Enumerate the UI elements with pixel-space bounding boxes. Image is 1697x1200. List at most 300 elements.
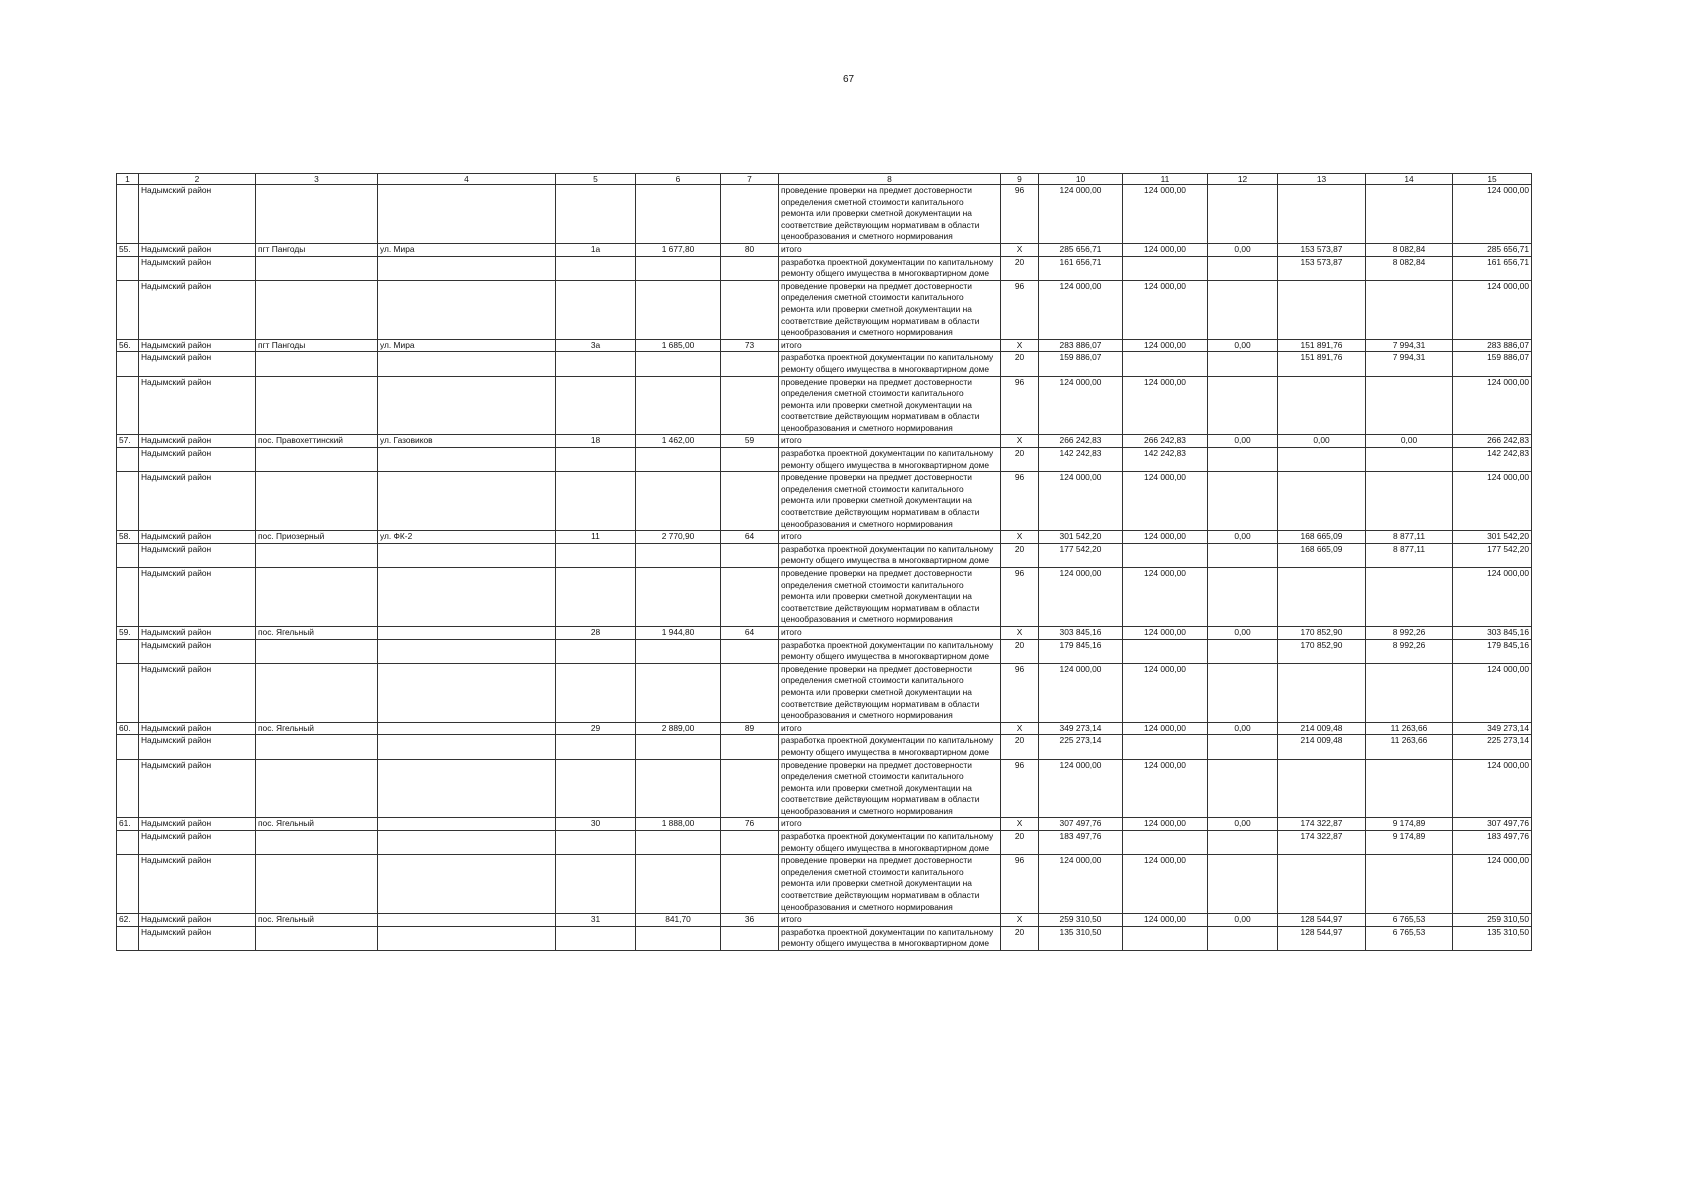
cell-cost-11: 124 000,00 bbox=[1123, 376, 1208, 435]
cell-cost-13: 174 322,87 bbox=[1278, 831, 1366, 855]
cell-cost-13: 214 009,48 bbox=[1278, 722, 1366, 735]
cell-district: Надымский район bbox=[139, 280, 256, 339]
cell-code: 20 bbox=[1001, 831, 1039, 855]
cell-cost-15: 124 000,00 bbox=[1453, 855, 1532, 914]
cell-cost-11: 124 000,00 bbox=[1123, 914, 1208, 927]
cell-cost-15: 124 000,00 bbox=[1453, 472, 1532, 531]
cell-house-number bbox=[556, 663, 636, 722]
cell-street bbox=[378, 185, 556, 244]
cell-cost-14 bbox=[1366, 472, 1453, 531]
cell-locality: пгт Пангоды bbox=[256, 339, 378, 352]
cell-code: Х bbox=[1001, 339, 1039, 352]
cell-cost-11: 266 242,83 bbox=[1123, 435, 1208, 448]
cell-total-cost: 183 497,76 bbox=[1039, 831, 1123, 855]
cell-house-number bbox=[556, 855, 636, 914]
cell-cost-15: 124 000,00 bbox=[1453, 568, 1532, 627]
cell-cost-13: 153 573,87 bbox=[1278, 243, 1366, 256]
cell-total-cost: 142 242,83 bbox=[1039, 448, 1123, 472]
cell-cost-14 bbox=[1366, 448, 1453, 472]
cell-locality bbox=[256, 256, 378, 280]
cell-street: ул. Мира bbox=[378, 339, 556, 352]
cell-apartments bbox=[721, 735, 779, 759]
cell-apartments: 59 bbox=[721, 435, 779, 448]
table-row bbox=[117, 818, 1532, 831]
cell-district: Надымский район bbox=[139, 831, 256, 855]
cell-cost-14 bbox=[1366, 663, 1453, 722]
cell-cost-14: 11 263,66 bbox=[1366, 735, 1453, 759]
cell-work-type: итого bbox=[779, 339, 1001, 352]
cell-cost-12 bbox=[1208, 759, 1278, 818]
cell-item-number: 57. bbox=[117, 435, 139, 448]
cell-item-number bbox=[117, 663, 139, 722]
cell-cost-14: 8 877,11 bbox=[1366, 543, 1453, 567]
cell-house-number bbox=[556, 376, 636, 435]
cell-cost-11 bbox=[1123, 352, 1208, 376]
cell-district: Надымский район bbox=[139, 256, 256, 280]
cell-house-number bbox=[556, 448, 636, 472]
cell-cost-12 bbox=[1208, 448, 1278, 472]
cell-street bbox=[378, 256, 556, 280]
cell-cost-15: 161 656,71 bbox=[1453, 256, 1532, 280]
cell-cost-14 bbox=[1366, 568, 1453, 627]
cell-street bbox=[378, 735, 556, 759]
cell-locality bbox=[256, 352, 378, 376]
cell-cost-11 bbox=[1123, 735, 1208, 759]
cell-cost-11: 124 000,00 bbox=[1123, 818, 1208, 831]
cell-apartments bbox=[721, 376, 779, 435]
cell-code: 96 bbox=[1001, 376, 1039, 435]
cell-cost-12: 0,00 bbox=[1208, 435, 1278, 448]
cell-apartments bbox=[721, 926, 779, 950]
cell-total-cost: 135 310,50 bbox=[1039, 926, 1123, 950]
cell-code: 96 bbox=[1001, 855, 1039, 914]
cell-cost-14 bbox=[1366, 280, 1453, 339]
cell-district: Надымский район bbox=[139, 243, 256, 256]
column-number-4: 4 bbox=[378, 174, 556, 185]
column-number-15: 15 bbox=[1453, 174, 1532, 185]
column-number-8: 8 bbox=[779, 174, 1001, 185]
cell-cost-13: 168 665,09 bbox=[1278, 543, 1366, 567]
cell-cost-12 bbox=[1208, 256, 1278, 280]
cell-cost-11: 124 000,00 bbox=[1123, 243, 1208, 256]
cell-cost-15: 303 845,16 bbox=[1453, 626, 1532, 639]
cell-district: Надымский район bbox=[139, 926, 256, 950]
cell-apartments: 64 bbox=[721, 531, 779, 544]
cell-code: 96 bbox=[1001, 472, 1039, 531]
cell-district: Надымский район bbox=[139, 448, 256, 472]
cell-item-number bbox=[117, 472, 139, 531]
cell-district: Надымский район bbox=[139, 759, 256, 818]
page-number: 67 bbox=[842, 74, 855, 85]
cell-total-cost: 124 000,00 bbox=[1039, 759, 1123, 818]
cell-district: Надымский район bbox=[139, 855, 256, 914]
cell-cost-13: 153 573,87 bbox=[1278, 256, 1366, 280]
cell-cost-12 bbox=[1208, 543, 1278, 567]
cell-locality bbox=[256, 472, 378, 531]
cell-cost-13 bbox=[1278, 448, 1366, 472]
cell-cost-13: 214 009,48 bbox=[1278, 735, 1366, 759]
column-number-14: 14 bbox=[1366, 174, 1453, 185]
cell-cost-12 bbox=[1208, 472, 1278, 531]
table-row bbox=[117, 543, 1532, 567]
table-row bbox=[117, 626, 1532, 639]
cell-code: Х bbox=[1001, 722, 1039, 735]
cell-cost-13: 128 544,97 bbox=[1278, 926, 1366, 950]
cell-district: Надымский район bbox=[139, 185, 256, 244]
data-table bbox=[116, 173, 1532, 951]
cell-cost-15: 124 000,00 bbox=[1453, 376, 1532, 435]
cell-cost-11 bbox=[1123, 256, 1208, 280]
cell-code: Х bbox=[1001, 818, 1039, 831]
cell-item-number: 62. bbox=[117, 914, 139, 927]
cell-area: 1 677,80 bbox=[636, 243, 721, 256]
table-row bbox=[117, 376, 1532, 435]
cell-cost-14: 8 877,11 bbox=[1366, 531, 1453, 544]
cell-cost-15: 124 000,00 bbox=[1453, 663, 1532, 722]
cell-house-number: 31 bbox=[556, 914, 636, 927]
cell-cost-14: 6 765,53 bbox=[1366, 926, 1453, 950]
cell-locality bbox=[256, 926, 378, 950]
cell-house-number bbox=[556, 831, 636, 855]
cell-street bbox=[378, 818, 556, 831]
cell-house-number bbox=[556, 926, 636, 950]
cell-street: ул. Газовиков bbox=[378, 435, 556, 448]
column-number-3: 3 bbox=[256, 174, 378, 185]
cell-item-number bbox=[117, 831, 139, 855]
cell-item-number bbox=[117, 759, 139, 818]
cell-work-type: проведение проверки на предмет достоверности определения сметной стоимости капитального ремонта или проверки сметной документации на соответствие действующим нормативам в области ценообразования и сметного нормирования bbox=[779, 855, 1001, 914]
cell-cost-14 bbox=[1366, 855, 1453, 914]
cell-cost-13 bbox=[1278, 855, 1366, 914]
cell-cost-13: 128 544,97 bbox=[1278, 914, 1366, 927]
cell-area: 2 770,90 bbox=[636, 531, 721, 544]
cell-area bbox=[636, 185, 721, 244]
cell-street bbox=[378, 280, 556, 339]
cell-apartments bbox=[721, 831, 779, 855]
cell-cost-13 bbox=[1278, 759, 1366, 818]
cell-cost-15: 301 542,20 bbox=[1453, 531, 1532, 544]
cell-cost-14: 6 765,53 bbox=[1366, 914, 1453, 927]
cell-district: Надымский район bbox=[139, 543, 256, 567]
cell-street bbox=[378, 914, 556, 927]
cell-district: Надымский район bbox=[139, 818, 256, 831]
cell-district: Надымский район bbox=[139, 568, 256, 627]
cell-cost-13: 151 891,76 bbox=[1278, 339, 1366, 352]
cell-item-number bbox=[117, 376, 139, 435]
cell-cost-12 bbox=[1208, 831, 1278, 855]
column-number-2: 2 bbox=[139, 174, 256, 185]
cell-cost-11: 124 000,00 bbox=[1123, 855, 1208, 914]
cell-locality: пос. Приозерный bbox=[256, 531, 378, 544]
cell-total-cost: 266 242,83 bbox=[1039, 435, 1123, 448]
table-row bbox=[117, 568, 1532, 627]
cell-district: Надымский район bbox=[139, 639, 256, 663]
cell-cost-14: 9 174,89 bbox=[1366, 818, 1453, 831]
cell-cost-12 bbox=[1208, 352, 1278, 376]
cell-item-number bbox=[117, 185, 139, 244]
cell-cost-11 bbox=[1123, 926, 1208, 950]
cell-item-number bbox=[117, 855, 139, 914]
cell-area bbox=[636, 926, 721, 950]
cell-street bbox=[378, 543, 556, 567]
cell-code: 20 bbox=[1001, 639, 1039, 663]
cell-cost-11: 124 000,00 bbox=[1123, 339, 1208, 352]
cell-cost-12 bbox=[1208, 663, 1278, 722]
cell-work-type: итого bbox=[779, 626, 1001, 639]
cell-cost-14: 8 082,84 bbox=[1366, 256, 1453, 280]
cell-house-number bbox=[556, 280, 636, 339]
cell-work-type: проведение проверки на предмет достоверности определения сметной стоимости капитального ремонта или проверки сметной документации на соответствие действующим нормативам в области ценообразования и сметного нормирования bbox=[779, 472, 1001, 531]
table-row bbox=[117, 926, 1532, 950]
cell-cost-14: 11 263,66 bbox=[1366, 722, 1453, 735]
cell-cost-12: 0,00 bbox=[1208, 531, 1278, 544]
cell-area bbox=[636, 831, 721, 855]
cell-street bbox=[378, 663, 556, 722]
cell-area bbox=[636, 543, 721, 567]
table-row bbox=[117, 472, 1532, 531]
cell-work-type: проведение проверки на предмет достоверности определения сметной стоимости капитального ремонта или проверки сметной документации на соответствие действующим нормативам в области ценообразования и сметного нормирования bbox=[779, 185, 1001, 244]
cell-street bbox=[378, 759, 556, 818]
cell-work-type: разработка проектной документации по капитальному ремонту общего имущества в многоквартирном доме bbox=[779, 352, 1001, 376]
column-number-1: 1 bbox=[117, 174, 139, 185]
cell-apartments bbox=[721, 568, 779, 627]
cell-house-number: 3а bbox=[556, 339, 636, 352]
cell-area bbox=[636, 855, 721, 914]
cell-cost-14 bbox=[1366, 759, 1453, 818]
cell-cost-11 bbox=[1123, 639, 1208, 663]
cell-item-number bbox=[117, 568, 139, 627]
cell-apartments: 80 bbox=[721, 243, 779, 256]
cell-area: 1 944,80 bbox=[636, 626, 721, 639]
cell-item-number: 60. bbox=[117, 722, 139, 735]
cell-apartments bbox=[721, 280, 779, 339]
cell-locality bbox=[256, 735, 378, 759]
cell-cost-12 bbox=[1208, 926, 1278, 950]
cell-area bbox=[636, 735, 721, 759]
cell-code: Х bbox=[1001, 914, 1039, 927]
cell-locality bbox=[256, 759, 378, 818]
cell-code: 20 bbox=[1001, 352, 1039, 376]
cell-cost-14: 7 994,31 bbox=[1366, 352, 1453, 376]
cell-item-number: 58. bbox=[117, 531, 139, 544]
cell-area bbox=[636, 280, 721, 339]
cell-cost-11 bbox=[1123, 543, 1208, 567]
cell-work-type: проведение проверки на предмет достоверности определения сметной стоимости капитального ремонта или проверки сметной документации на соответствие действующим нормативам в области ценообразования и сметного нормирования bbox=[779, 663, 1001, 722]
cell-total-cost: 124 000,00 bbox=[1039, 855, 1123, 914]
cell-total-cost: 161 656,71 bbox=[1039, 256, 1123, 280]
cell-area: 2 889,00 bbox=[636, 722, 721, 735]
cell-cost-12 bbox=[1208, 376, 1278, 435]
cell-district: Надымский район bbox=[139, 435, 256, 448]
cell-street bbox=[378, 472, 556, 531]
cell-district: Надымский район bbox=[139, 626, 256, 639]
cell-apartments bbox=[721, 543, 779, 567]
cell-locality: пос. Ягельный bbox=[256, 818, 378, 831]
cell-apartments bbox=[721, 256, 779, 280]
cell-locality: пгт Пангоды bbox=[256, 243, 378, 256]
cell-code: 20 bbox=[1001, 735, 1039, 759]
table-row bbox=[117, 243, 1532, 256]
cell-apartments bbox=[721, 448, 779, 472]
cell-house-number bbox=[556, 759, 636, 818]
cell-cost-13 bbox=[1278, 376, 1366, 435]
cell-total-cost: 124 000,00 bbox=[1039, 185, 1123, 244]
cell-locality bbox=[256, 185, 378, 244]
cell-cost-12: 0,00 bbox=[1208, 722, 1278, 735]
cell-code: 96 bbox=[1001, 280, 1039, 339]
cell-work-type: проведение проверки на предмет достоверности определения сметной стоимости капитального ремонта или проверки сметной документации на соответствие действующим нормативам в области ценообразования и сметного нормирования bbox=[779, 759, 1001, 818]
cell-cost-11: 124 000,00 bbox=[1123, 472, 1208, 531]
cell-code: Х bbox=[1001, 626, 1039, 639]
column-number-11: 11 bbox=[1123, 174, 1208, 185]
table-row bbox=[117, 339, 1532, 352]
cell-cost-11: 142 242,83 bbox=[1123, 448, 1208, 472]
cell-cost-15: 285 656,71 bbox=[1453, 243, 1532, 256]
cell-item-number: 59. bbox=[117, 626, 139, 639]
cell-cost-15: 266 242,83 bbox=[1453, 435, 1532, 448]
cell-cost-15: 179 845,16 bbox=[1453, 639, 1532, 663]
cell-district: Надымский район bbox=[139, 735, 256, 759]
cell-house-number bbox=[556, 639, 636, 663]
cell-cost-14: 8 082,84 bbox=[1366, 243, 1453, 256]
cell-item-number: 56. bbox=[117, 339, 139, 352]
cell-district: Надымский район bbox=[139, 663, 256, 722]
cell-house-number bbox=[556, 543, 636, 567]
cell-cost-11: 124 000,00 bbox=[1123, 185, 1208, 244]
cell-area bbox=[636, 663, 721, 722]
cell-item-number bbox=[117, 280, 139, 339]
cell-area: 1 685,00 bbox=[636, 339, 721, 352]
cell-apartments bbox=[721, 185, 779, 244]
cell-total-cost: 177 542,20 bbox=[1039, 543, 1123, 567]
cell-house-number bbox=[556, 735, 636, 759]
cell-house-number: 30 bbox=[556, 818, 636, 831]
cell-house-number: 28 bbox=[556, 626, 636, 639]
cell-code: 96 bbox=[1001, 185, 1039, 244]
cell-work-type: разработка проектной документации по капитальному ремонту общего имущества в многоквартирном доме bbox=[779, 831, 1001, 855]
cell-apartments bbox=[721, 663, 779, 722]
cell-cost-11: 124 000,00 bbox=[1123, 568, 1208, 627]
cell-apartments bbox=[721, 639, 779, 663]
cell-cost-13 bbox=[1278, 280, 1366, 339]
cell-cost-12: 0,00 bbox=[1208, 243, 1278, 256]
cell-street bbox=[378, 926, 556, 950]
cell-apartments: 89 bbox=[721, 722, 779, 735]
cell-apartments bbox=[721, 855, 779, 914]
cell-total-cost: 225 273,14 bbox=[1039, 735, 1123, 759]
cell-cost-15: 177 542,20 bbox=[1453, 543, 1532, 567]
cell-cost-15: 142 242,83 bbox=[1453, 448, 1532, 472]
cell-cost-15: 283 886,07 bbox=[1453, 339, 1532, 352]
cell-street bbox=[378, 376, 556, 435]
cell-house-number bbox=[556, 352, 636, 376]
cell-work-type: разработка проектной документации по капитальному ремонту общего имущества в многоквартирном доме bbox=[779, 639, 1001, 663]
cell-cost-14: 7 994,31 bbox=[1366, 339, 1453, 352]
cell-work-type: проведение проверки на предмет достоверности определения сметной стоимости капитального ремонта или проверки сметной документации на соответствие действующим нормативам в области ценообразования и сметного нормирования bbox=[779, 568, 1001, 627]
cell-street bbox=[378, 352, 556, 376]
table-row bbox=[117, 531, 1532, 544]
cell-area: 841,70 bbox=[636, 914, 721, 927]
cell-item-number bbox=[117, 639, 139, 663]
cell-code: 20 bbox=[1001, 448, 1039, 472]
cell-apartments: 64 bbox=[721, 626, 779, 639]
cell-area bbox=[636, 639, 721, 663]
table-row bbox=[117, 435, 1532, 448]
cell-apartments: 36 bbox=[721, 914, 779, 927]
cell-locality bbox=[256, 831, 378, 855]
cell-total-cost: 124 000,00 bbox=[1039, 568, 1123, 627]
cell-cost-12 bbox=[1208, 280, 1278, 339]
cell-work-type: разработка проектной документации по капитальному ремонту общего имущества в многоквартирном доме bbox=[779, 256, 1001, 280]
cell-work-type: итого bbox=[779, 243, 1001, 256]
cell-cost-12: 0,00 bbox=[1208, 626, 1278, 639]
cell-cost-14 bbox=[1366, 185, 1453, 244]
cell-item-number bbox=[117, 735, 139, 759]
cell-cost-15: 259 310,50 bbox=[1453, 914, 1532, 927]
cell-locality bbox=[256, 568, 378, 627]
cell-locality: пос. Правохеттинский bbox=[256, 435, 378, 448]
cell-locality bbox=[256, 543, 378, 567]
cell-apartments: 76 bbox=[721, 818, 779, 831]
cell-item-number bbox=[117, 543, 139, 567]
cell-code: Х bbox=[1001, 531, 1039, 544]
cell-code: 20 bbox=[1001, 926, 1039, 950]
cell-locality bbox=[256, 280, 378, 339]
cell-total-cost: 124 000,00 bbox=[1039, 376, 1123, 435]
cell-total-cost: 159 886,07 bbox=[1039, 352, 1123, 376]
table-row bbox=[117, 722, 1532, 735]
cell-house-number: 1а bbox=[556, 243, 636, 256]
cell-street bbox=[378, 639, 556, 663]
cell-code: 20 bbox=[1001, 543, 1039, 567]
cell-area bbox=[636, 759, 721, 818]
cell-locality: пос. Ягельный bbox=[256, 626, 378, 639]
table-row bbox=[117, 831, 1532, 855]
cell-code: 96 bbox=[1001, 759, 1039, 818]
column-number-row bbox=[117, 174, 1532, 185]
cell-locality bbox=[256, 855, 378, 914]
cell-work-type: разработка проектной документации по капитальному ремонту общего имущества в многоквартирном доме bbox=[779, 448, 1001, 472]
cell-cost-13: 170 852,90 bbox=[1278, 626, 1366, 639]
cell-work-type: разработка проектной документации по капитальному ремонту общего имущества в многоквартирном доме bbox=[779, 926, 1001, 950]
cell-cost-15: 183 497,76 bbox=[1453, 831, 1532, 855]
cell-work-type: разработка проектной документации по капитальному ремонту общего имущества в многоквартирном доме bbox=[779, 735, 1001, 759]
table-row bbox=[117, 639, 1532, 663]
cell-cost-13: 0,00 bbox=[1278, 435, 1366, 448]
cell-cost-11: 124 000,00 bbox=[1123, 280, 1208, 339]
cell-cost-12 bbox=[1208, 855, 1278, 914]
cell-locality: пос. Ягельный bbox=[256, 914, 378, 927]
cell-code: 96 bbox=[1001, 663, 1039, 722]
cell-apartments: 73 bbox=[721, 339, 779, 352]
cell-area bbox=[636, 352, 721, 376]
cell-cost-13 bbox=[1278, 185, 1366, 244]
cell-area: 1 462,00 bbox=[636, 435, 721, 448]
cell-house-number bbox=[556, 568, 636, 627]
table-row bbox=[117, 855, 1532, 914]
cell-cost-13: 168 665,09 bbox=[1278, 531, 1366, 544]
cell-street bbox=[378, 568, 556, 627]
table-row bbox=[117, 735, 1532, 759]
cell-total-cost: 124 000,00 bbox=[1039, 472, 1123, 531]
cell-cost-12 bbox=[1208, 639, 1278, 663]
cell-total-cost: 303 845,16 bbox=[1039, 626, 1123, 639]
cell-work-type: итого bbox=[779, 818, 1001, 831]
cell-cost-12 bbox=[1208, 568, 1278, 627]
cell-district: Надымский район bbox=[139, 472, 256, 531]
column-number-9: 9 bbox=[1001, 174, 1039, 185]
table-row bbox=[117, 914, 1532, 927]
